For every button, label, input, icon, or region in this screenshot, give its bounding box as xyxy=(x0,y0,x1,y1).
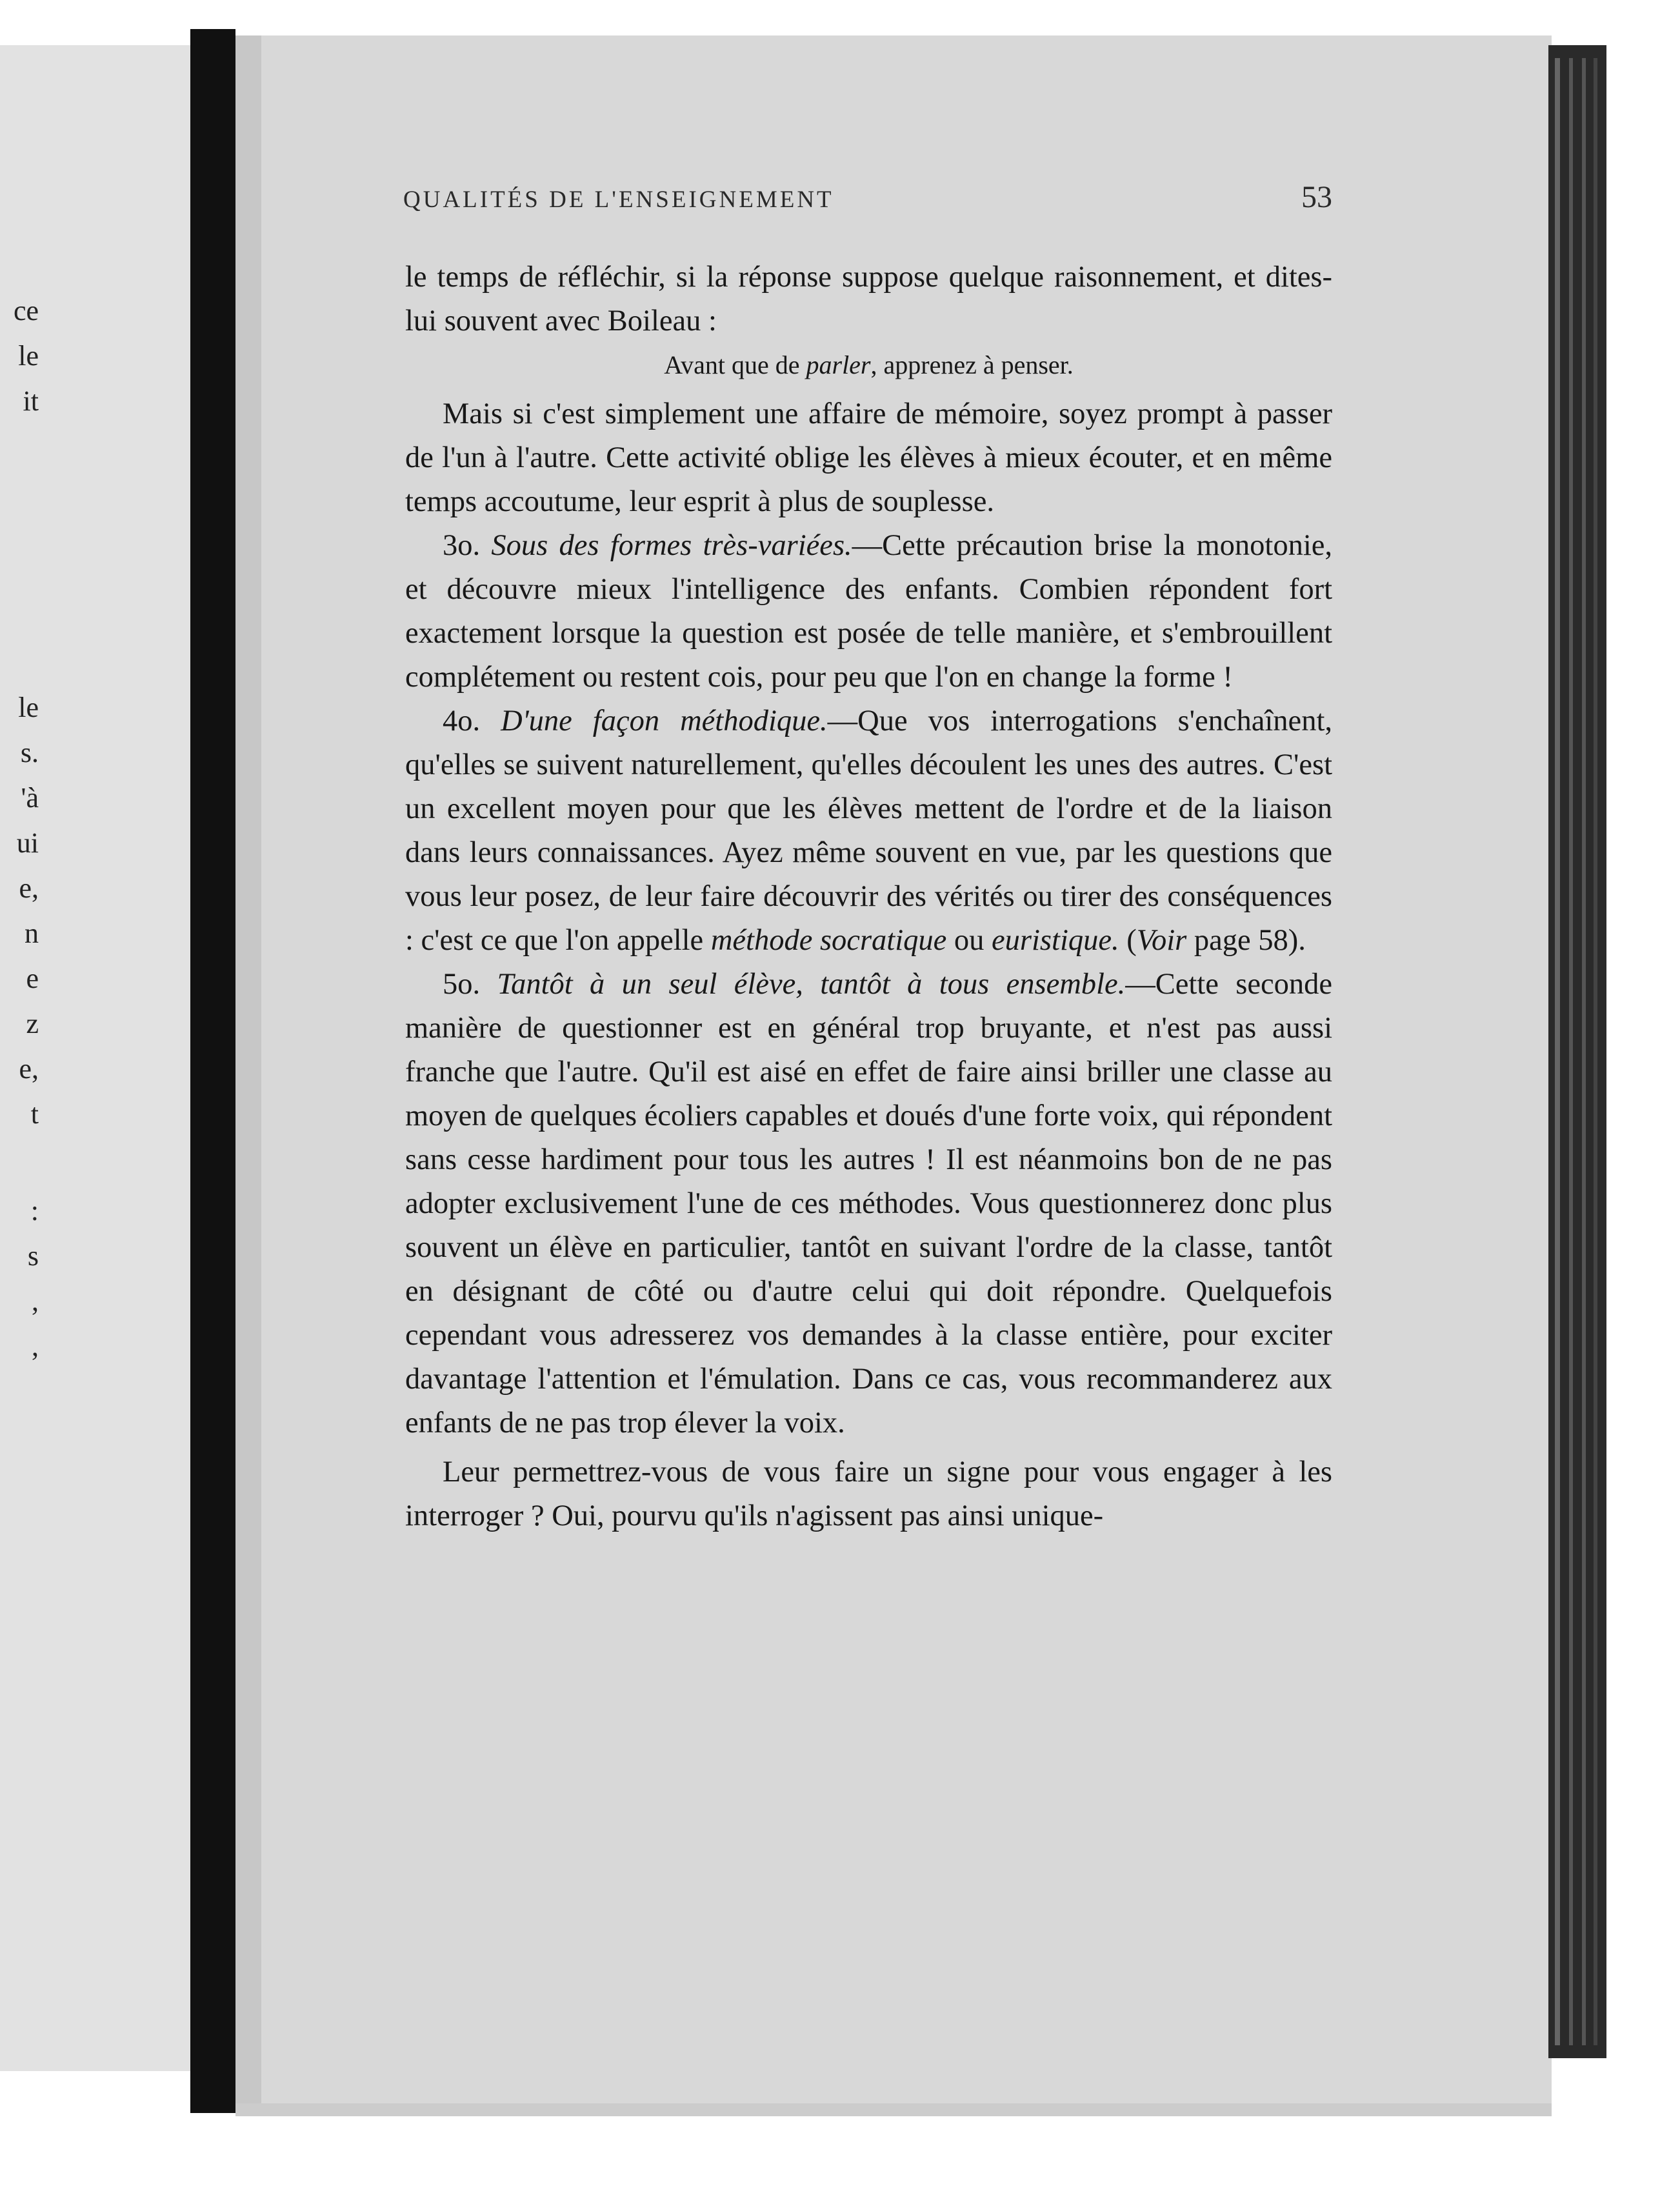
section-heading: D'une façon méthodique. xyxy=(501,705,828,737)
running-head xyxy=(403,179,1332,215)
fragment: z xyxy=(26,1008,39,1039)
fragment: ce xyxy=(13,295,39,326)
running-title: QUALITÉS DE L'ENSEIGNEMENT xyxy=(403,186,834,213)
fragment: n xyxy=(25,917,39,949)
paragraph-text: ( xyxy=(1119,924,1137,957)
fragment: s. xyxy=(20,737,39,768)
quote-part: Avant que de xyxy=(664,350,806,379)
section-number: 3o. xyxy=(443,529,492,562)
quote-part: , apprenez à penser. xyxy=(870,350,1074,379)
paragraph-text: ou xyxy=(946,924,992,957)
fragment: 'à xyxy=(21,782,39,814)
paragraph-text: Leur permettrez-vous de vous faire un signe pour vous engager à les interroger ? Oui, pourvu qu'ils n'agissent pas ainsi unique- xyxy=(405,1456,1332,1532)
fragment: , xyxy=(32,1330,39,1362)
paragraph-continuation xyxy=(405,255,1332,343)
fragment: t xyxy=(30,1098,39,1130)
section-number: 5o. xyxy=(443,968,497,1001)
voir-reference: Voir xyxy=(1136,924,1187,957)
paragraph-3o xyxy=(405,524,1332,699)
paragraph-text: —Cette seconde manière de questionner est en général trop bruyante, et n'est pas aussi franche que l'autre. Qu'il est aisé en effet de faire ainsi briller une classe au moyen de quelques écoliers capables et doués d'une forte voix, qui répondent sans cesse hardiment pour tous les autres ! Il est néanmoins bon de ne pas adopter exclusivement l'une de ces méthodes. Vous questionnerez donc plus souvent un élève en particulier, tantôt en suivant l'ordre de la classe, tantôt en désignant de côté ou d'autre celui qui doit répondre. Quelquefois cependant vous adresserez vos demandes à la classe entière, pour exciter davantage l'attention et l'émulation. Dans ce cas, vous recommanderez aux enfants de ne pas trop élever la voix. xyxy=(405,968,1332,1439)
fragment: le xyxy=(18,692,39,723)
section-number: 4o. xyxy=(443,705,501,737)
term-euristique: euristique. xyxy=(992,924,1119,957)
paragraph-question xyxy=(405,1450,1332,1538)
paragraph-text: le temps de réfléchir, si la réponse suppose quelque raisonnement, et dites-lui souvent avec Boileau : xyxy=(405,261,1332,337)
term-socratique: méthode socratique xyxy=(710,924,947,957)
spine-shadow xyxy=(190,29,235,2113)
boileau-quote xyxy=(405,343,1332,387)
paragraph-text: page 58). xyxy=(1186,924,1306,957)
paragraph-4o xyxy=(405,699,1332,963)
paragraph-5o xyxy=(405,963,1332,1445)
left-page-fragments xyxy=(0,0,194,2204)
fragment: s xyxy=(27,1240,39,1272)
body-text xyxy=(405,255,1332,1538)
fragment: e, xyxy=(19,872,39,904)
paragraph-memory xyxy=(405,392,1332,524)
paragraph-text: —Que vos interrogations s'enchaînent, qu'elles se suivent naturellement, qu'elles découlent les unes des autres. C'est un excellent moyen pour que les élèves mettent de l'ordre et de la liaison dans leurs connaissances. Ayez même souvent en vue, par les questions que vous leur posez, de leur faire découvrir des vérités ou tirer des conséquences : c'est ce que l'on appelle xyxy=(405,705,1332,957)
section-heading: Tantôt à un seul élève, tantôt à tous ensemble. xyxy=(497,968,1126,1001)
page-number: 53 xyxy=(1301,180,1332,214)
fragment: e xyxy=(26,963,39,994)
quote-emphasis: parler xyxy=(806,350,871,379)
fragment: ui xyxy=(16,827,39,859)
fragment: : xyxy=(30,1195,39,1227)
fragment: le xyxy=(18,340,39,372)
section-heading: Sous des formes très-variées. xyxy=(491,529,852,562)
paragraph-text: —Cette précaution brise la monotonie, et découvre mieux l'intelligence des enfants. Combien répondent fort exactement lorsque la question est posée de telle manière, et s'embrouillent complétement ou restent cois, pour peu que l'on en change la forme ! xyxy=(405,529,1332,694)
fragment: e, xyxy=(19,1053,39,1085)
fragment: it xyxy=(23,385,39,417)
fragment: , xyxy=(32,1285,39,1317)
paragraph-text: Mais si c'est simplement une affaire de mémoire, soyez prompt à passer de l'un à l'autre. Cette activité oblige les élèves à mieux écouter, et en même temps accoutume, leur esprit à plus de souplesse. xyxy=(405,397,1332,518)
